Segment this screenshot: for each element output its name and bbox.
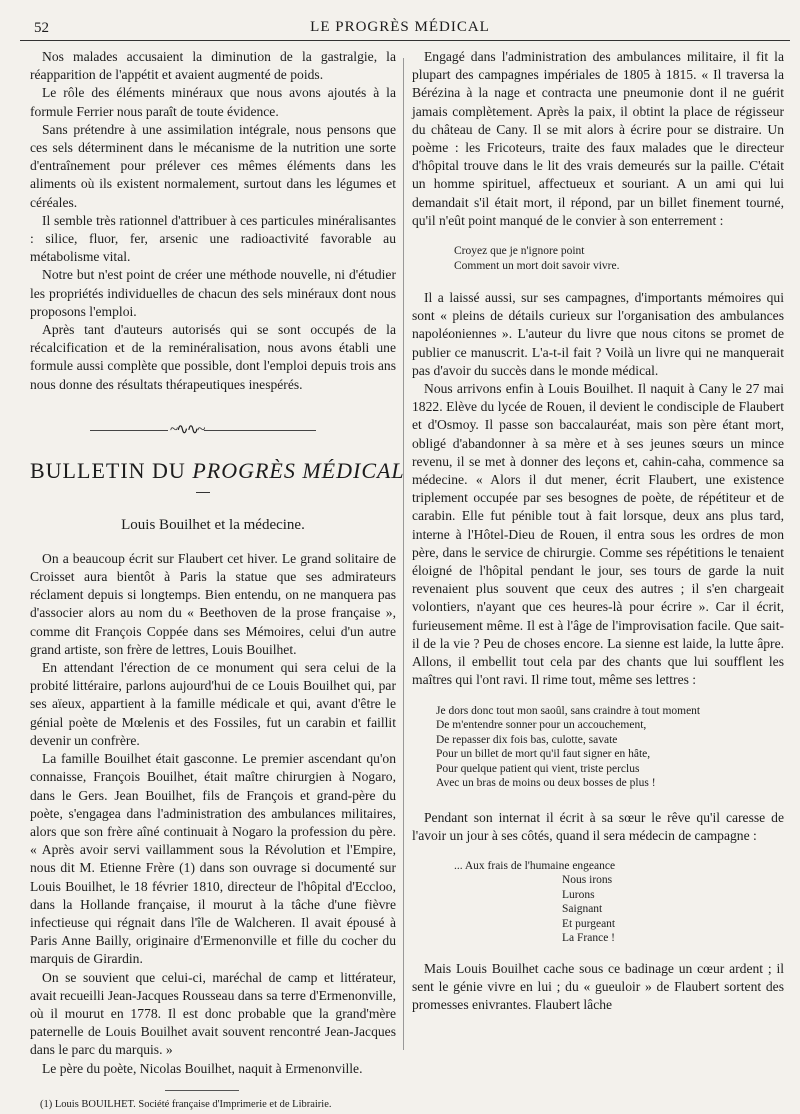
column-separator <box>403 58 404 1050</box>
verse-quote <box>454 859 784 946</box>
left-column <box>30 48 405 1110</box>
right-column <box>412 48 784 1015</box>
footnote-rule <box>165 1090 239 1091</box>
verse-line: Et purgeant <box>562 917 616 930</box>
running-title: LE PROGRÈS MÉDICAL <box>310 19 490 35</box>
verse-line: ... Aux frais de l'humaine engeance <box>454 859 616 872</box>
verse-line: De repasser dix fois bas, culotte, savate <box>436 733 618 746</box>
footnote: (1) Louis BOUILHET. Société française d'Imprimerie et de Librairie. <box>40 1098 332 1110</box>
paragraph: Le rôle des éléments minéraux que nous avons ajoutés à la formule Ferrier nous paraît de toute évidence. <box>30 85 396 119</box>
ornament-flourish: ~∿∿~ <box>170 421 204 438</box>
page-number: 52 <box>34 20 49 36</box>
verse-line: Je dors donc tout mon saoûl, sans craindre à tout moment <box>436 704 701 717</box>
article-title: Louis Bouilhet et la médecine. <box>121 516 305 533</box>
verse-line: Avec un bras de moins ou deux bosses de plus ! <box>436 777 656 789</box>
verse-quote <box>454 244 784 273</box>
paragraph: Nos malades accusaient la diminution de la gastralgie, la réapparition de l'appétit et avaient augmenté de poids. <box>30 49 396 83</box>
ornament-line-left <box>90 430 168 431</box>
paragraph: Notre but n'est point de créer une méthode nouvelle, ni d'étudier les propriétés individuelles de chacun des sels minéraux dont nous proposons l'emploi. <box>30 267 396 319</box>
paragraph: Engagé dans l'administration des ambulances militaire, il fit la plupart des campagnes impériales de 1805 à 1815. « Il traversa la Bérézina à la nage et contracta une pneumonie dont il ne guérit jamais complètement. Après la paix, il obtint la place de régisseur du château de Cany. Il se mit alors à écrire pour se distraire. Un poème : les Fricoteurs, traite des faux malades que le directeur d'hôpital trouve dans le lit des vrais demeurés sur la paille. C'était un homme spirituel, affectueux et souriant. A un ami qui lui demandait s'il était mort, il répond, par un billet finement tourné, qu'il n'eût point manqué de le convier à son enterrement : <box>412 49 784 228</box>
bulletin-heading-plain: BULLETIN DU <box>30 457 193 483</box>
paragraph: Il semble très rationnel d'attribuer à ces particules minéralisantes : silice, fluor, fer, arsenic une radioactivité favorable au métabolisme vital. <box>30 212 396 265</box>
verse-line: Pour quelque patient qui vient, triste perclus <box>436 762 640 775</box>
paragraph: Il a laissé aussi, sur ses campagnes, d'importants mémoires qui sont « pleins de détails curieux sur l'organisation des ambulances napoléoniennes ». L'auteur du livre que nous citons se promet de publier ce manuscrit. L'a-t-il fait ? Voilà un livre qui ne manquerait pas d'avoir du succès dans le monde médical. <box>412 290 784 378</box>
verse-line: De m'entendre sonner pour un accouchement, <box>436 719 647 731</box>
verse-line: Croyez que je n'ignore point <box>454 245 585 258</box>
paragraph: On se souvient que celui-ci, maréchal de camp et littérateur, avait recueilli Jean-Jacques Rousseau dans sa terre d'Ermenonville, où il mourut en 1778. Il est donc probable que la grand'mère paternelle de Louis Bouilhet avait souvent rencontré Jean-Jacques dans le parc du marquis. » <box>30 969 396 1058</box>
paragraph: La famille Bouilhet était gasconne. Le premier ascendant qu'on connaisse, François Bouilhet, était maître chirurgien à Nogaro, dans le Gers. Jean Bouilhet, fils de François et grand-père du poète, s'engagea dans l'administration des ambulances militaires, alors que son frère aîné continuait à Nogaro la profession du père. « Après avoir servi vaillamment sous la Révolution et l'Empire, nous dit M. Etienne Frère (1) dans son ouvrage si documenté sur Louis Bouilhet, le 18 février 1810, directeur de l'hôpital d'Eccloo, dans la Hollande française, il mourut à la tâche d'une fièvre infectieuse qui régnait dans l'île de Walcheren. Il avait épousé à Paris Anne Bailly, originaire d'Ermenonville et fille du cocher du marquis de Girardin. <box>30 751 396 967</box>
paragraph: Pendant son internat il écrit à sa sœur le rêve qu'il caresse de l'avoir un jour à ses côtés, quand il sera médecin de campagne : <box>412 809 784 843</box>
verse-line: Lurons <box>562 888 595 901</box>
paragraph: On a beaucoup écrit sur Flaubert cet hiver. Le grand solitaire de Croisset aura bientôt à Paris la statue que ses admirateurs réclament depuis si longtemps. Bien entendu, on ne manquera pas d'associer alors au nom du « Beethoven de la prose française », comme dit François Coppée dans ses Mémoires, celui d'un autre grand artiste, son frère de lettres, Louis Bouilhet. <box>30 550 396 657</box>
heading-dash <box>196 492 210 493</box>
verse-line: Pour un billet de mort qu'il faut signer en hâte, <box>436 748 651 760</box>
header-rule <box>20 40 790 41</box>
verse-line: Comment un mort doit savoir vivre. <box>454 259 620 272</box>
section-ornament <box>30 416 396 444</box>
paragraph: Sans prétendre à une assimilation intégrale, nous pensons que ces sels déterminent dans le mécanisme de la nutrition une sorte d'entraînement pour prélever ces mêmes éléments dans les aliments où ils existent normalement, surtout dans les légumes et céréales. <box>30 121 396 210</box>
ornament-line-right <box>204 430 316 431</box>
paragraph: Mais Louis Bouilhet cache sous ce badinage un cœur ardent ; il sent le génie vivre en lui ; du « gueuloir » de Flaubert sortent des promesses enivrantes. Flaubert lâche <box>412 960 784 1013</box>
paragraph: Nous arrivons enfin à Louis Bouilhet. Il naquit à Cany le 27 mai 1822. Elève du lycée de Rouen, il devient le condisciple de Flaubert et d'Osmoy. Il passe son baccalauréat, mais son père étant mort, obligé d'abandonner à sa mère et à ses jeunes sœurs un mince revenu, il se met à donner des leçons et, cahin-caha, commence sa médecine. « Alors il dut mener, écrit Flaubert, une existence triplement occupée par ses besognes de poète, de répétiteur et de carabin. Elle fut pénible tout à fait lorsque, deux ans plus tard, interne à l'Hôtel-Dieu de Rouen, il entra sous les ordres de mon père, dans le service de chirurgie. Comme ses répétitions le tenaient éloigné de l'hôpital pendant le jour, ses tours de garde la nuit revenaient plus souvent que ceux des autres ; il s'en chargeait volontiers, n'ayant que ces heures-là pour écrire ». Car il écrit, furieusement même. Il est à l'âge de l'improvisation facile. Que sait-il de la vie ? Peu de choses encore. La sienne est laide, la lutte âpre. Allons, il embellit tout cela par des chants que lui soufflent les maîtres qui l'ont ravi. Il rime tout, même ses lettres : <box>412 381 784 688</box>
verse-quote <box>436 704 784 791</box>
bulletin-heading <box>30 457 405 484</box>
paragraph: En attendant l'érection de ce monument qui sera celui de la probité littéraire, parlons aujourd'hui de ce Louis Bouilhet qui, par ses aïeux, appartient à la famille médicale et qui, avant d'être le génial poète de Mœlenis et des Fossiles, fut un carabin et faillit devenir un confrère. <box>30 660 396 748</box>
verse-line: Nous irons <box>562 874 613 887</box>
paragraph: Après tant d'auteurs autorisés qui se sont occupés de la récalcification et de la reminéralisation, nous avons établi une formule aussi complète que possible, dont l'emploi depuis trois ans nous donne des résultats thérapeutiques inespérés. <box>30 322 396 392</box>
bulletin-heading-italic: PROGRÈS MÉDICAL <box>192 457 405 483</box>
verse-line: Saignant <box>562 903 603 916</box>
verse-line: La France ! <box>562 932 615 945</box>
page-header <box>0 0 800 50</box>
paragraph: Le père du poète, Nicolas Bouilhet, naquit à Ermenonville. <box>42 1060 363 1076</box>
